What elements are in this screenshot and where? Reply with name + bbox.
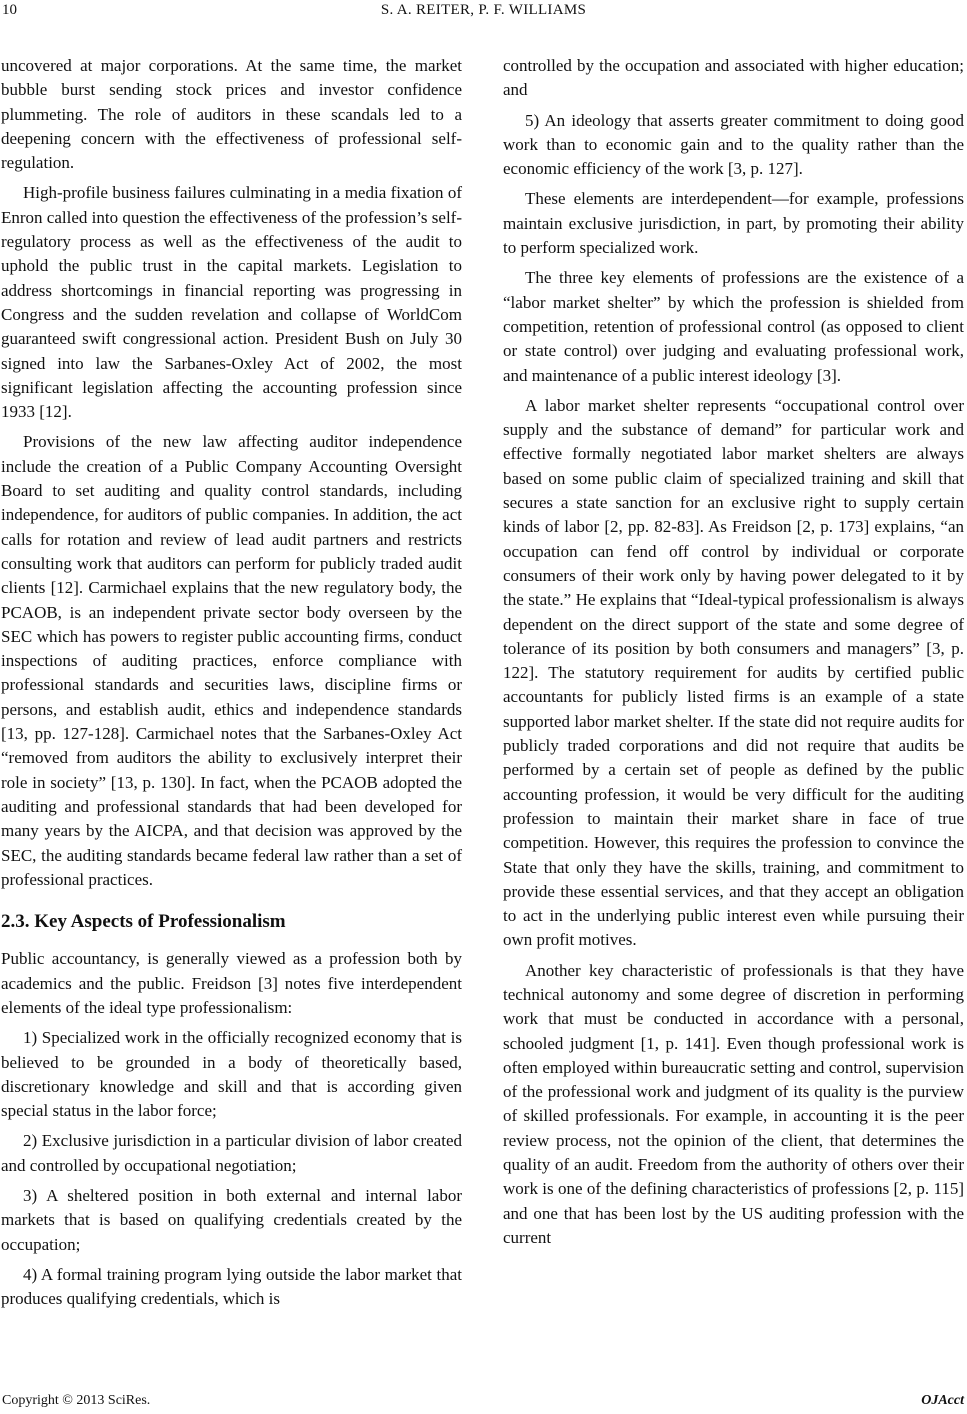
paragraph: The three key elements of professions are the existence of a “labor market shelter” by which the profession is shielded from competition, retention of professional control (as opposed to client or state control) over judging and evaluating professional work, and maintenance of a public interest ideology [3].: [503, 268, 964, 385]
paragraph: These elements are interdependent—for example, professions maintain exclusive jurisdiction, in part, by promoting their ability to perform specialized work.: [503, 189, 964, 258]
list-item: 3) A sheltered position in both external and internal labor markets that is based on qualifying credentials created by the occupation;: [1, 1186, 462, 1254]
list-item: 4) A formal training program lying outside the labor market that produces qualifying credentials, which is: [1, 1264, 462, 1309]
list-item: 1) Specialized work in the officially recognized economy that is believed to be grounded in a body of theoretically based, discretionary knowledge and skill and that is according given special status in the labor force;: [1, 1028, 462, 1121]
right-column: [503, 54, 964, 1256]
paragraph: High-profile business failures culminating in a media fixation of Enron called into question the effectiveness of the profession’s self-regulatory process as well as the effectiveness of the audit to uphold the public trust in the capital markets. Legislation to address shortcomings in financial reporting was progressing in Congress and the sudden revelation and collapse of WorldCom guaranteed swift congressional action. President Bush on July 30 signed into law the Sarbanes-Oxley Act of 2002, the most significant legislation affecting the accounting profession since 1933 [12].: [1, 183, 462, 422]
page-header: [0, 2, 967, 22]
page-number: 10: [2, 2, 17, 18]
paragraph: Public accountancy, is generally viewed as a profession both by academics and the public. Freidson [3] notes five interdependent elements of the ideal type professionalism:: [1, 949, 462, 1017]
left-column: [1, 54, 462, 1318]
paragraph: A labor market shelter represents “occupational control over supply and the substance of demand” for particular work and effective formally negotiated labor market shelters are always based on some public claim of specialized training and skill that secures a state sanction for an exclusive right to supply certain kinds of labor [2, pp. 82-83]. As Freidson [2, p. 173] explains, “an occupation can fend off control by individual or corporate consumers of their work only by having power delegated to it by the state.” He explains that “Ideal-typical professionalism is always dependent on the direct support of the state and some degree of tolerance of its position by both consumers and managers” [3, p. 122]. The statutory requirement for audits by certified public accountants for publicly listed firms is an example of a state supported labor market shelter. If the state did not require audits for publicly traded corporations and did not require that audits be performed by a certain set of people as defined by the public accounting profession, it would be very difficult for the auditing profession to maintain their market share in face of true competition. However, this requires the profession to convince the State that only they have the skills, training, and commitment to provide these essential services, and that they accept an obligation to act in the underlying public interest even while pursuing their own profit motives.: [503, 395, 964, 950]
running-head: S. A. REITER, P. F. WILLIAMS: [380, 2, 587, 18]
paragraph: Another key characteristic of professionals is that they have technical autonomy and some degree of discretion in performing work that must be conducted in accordance with a personal, schooled judgment [1, p. 141]. Even though professional work is often employed within bureaucratic setting and control, supervision of the professional work and judgment of its quality is the purview of skilled professionals. For example, in accounting it is the peer review process, not the opinion of the client, that determines the quality of an audit. Freedom from the authority of others over their work is one of the defining characteristics of professions [2, p. 115] and one that has been lost by the US auditing profession with the current: [503, 960, 964, 1247]
paragraph: controlled by the occupation and associated with higher education; and: [503, 56, 964, 100]
paragraph: uncovered at major corporations. At the same time, the market bubble burst sending stock prices and investor confidence plummeting. The role of auditors in these scandals led to a deepening concern with the effectiveness of professional self-regulation.: [1, 56, 462, 173]
paragraph: Provisions of the new law affecting auditor independence include the creation of a Public Company Accounting Oversight Board to set auditing and quality control standards, including independence, for auditors of public companies. In addition, the act calls for rotation and review of lead audit partners and restricts consulting work that auditors can perform for publicly traded audit clients [12]. Carmichael explains that the new regulatory body, the PCAOB, is an independent private sector body overseen by the SEC which has powers to register public accounting firms, conduct inspections of auditing practices, enforce compliance with professional standards and securities laws, discipline firms or persons, and establish audit, ethics and independence standards [13, pp. 127-128]. Carmichael notes that the Sarbanes-Oxley Act “removed from auditors the ability to exclusively interpret their role in society” [13, p. 130]. In fact, when the PCAOB adopted the auditing and professional standards that had been developed for many years by the AICPA, and that decision was approved by the SEC, the auditing standards became federal law rather than a set of professional practices.: [1, 432, 462, 889]
journal-name: OJAcct: [921, 1393, 964, 1408]
copyright-notice: Copyright © 2013 SciRes.: [2, 1393, 151, 1408]
list-item: 5) An ideology that asserts greater commitment to doing good work than to economic gain and to the quality rather than the economic efficiency of the work [3, p. 127].: [503, 110, 964, 179]
list-item: 2) Exclusive jurisdiction in a particular division of labor created and controlled by occupational negotiation;: [1, 1131, 462, 1175]
section-heading: 2.3. Key Aspects of Professionalism: [1, 911, 286, 933]
